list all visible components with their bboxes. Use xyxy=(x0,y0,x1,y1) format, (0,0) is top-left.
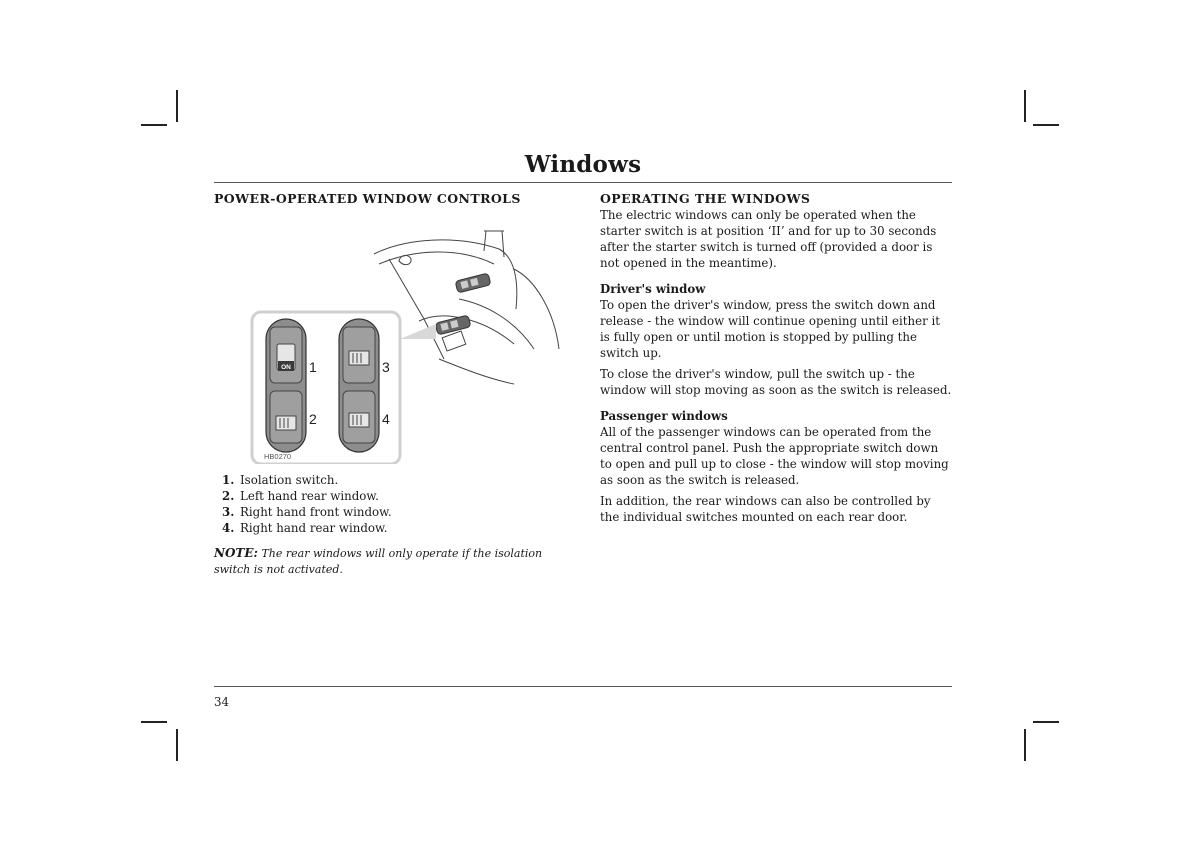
callout-1: 1 xyxy=(309,359,317,375)
legend-item: 4. Right hand rear window. xyxy=(222,521,388,535)
callout-4: 4 xyxy=(382,411,390,427)
legend-item: 3. Right hand front window. xyxy=(222,505,392,519)
crop-mark xyxy=(1024,90,1026,122)
passenger-windows-heading: Passenger windows xyxy=(600,409,728,423)
crop-mark xyxy=(176,729,178,761)
page-number: 34 xyxy=(214,695,230,709)
legend-item: 1. Isolation switch. xyxy=(222,473,339,487)
page-title: Windows xyxy=(524,151,642,178)
figure-legend xyxy=(222,472,574,536)
crop-mark xyxy=(176,90,178,122)
drivers-window-paragraph-2: To close the driver's window, pull the switch up - the window will stop moving as soon as the switch is released. xyxy=(600,367,952,397)
figure-code: HB0270 xyxy=(264,452,292,461)
crop-mark xyxy=(1033,124,1059,126)
passenger-windows-paragraph-2: In addition, the rear windows can also be controlled by the individual switches mounted on each rear door. xyxy=(600,494,931,524)
left-column xyxy=(214,190,574,578)
console-switch-cluster xyxy=(435,273,491,335)
legend-item: 2. Left hand rear window. xyxy=(222,489,379,503)
isolation-on-label: ON xyxy=(281,364,291,371)
crop-mark xyxy=(1033,721,1059,723)
right-column xyxy=(600,190,952,530)
console-sketch xyxy=(374,231,559,384)
section-heading-operating: OPERATING THE WINDOWS xyxy=(600,191,811,206)
callout-pointer xyxy=(400,324,436,339)
note-text: The rear windows will only operate if the isolation switch is not activated. xyxy=(214,547,543,576)
note-label: NOTE: xyxy=(214,546,258,560)
callout-3: 3 xyxy=(382,359,390,375)
callout-2: 2 xyxy=(309,411,317,427)
crop-mark xyxy=(141,124,167,126)
crop-mark xyxy=(141,721,167,723)
title-rule xyxy=(214,182,952,183)
isolation-and-left-rear-switch-pod xyxy=(266,319,306,452)
right-window-switch-pod xyxy=(339,319,379,452)
drivers-window-heading: Driver's window xyxy=(600,282,706,296)
intro-paragraph: The electric windows can only be operated when the starter switch is at position ‘II’ and for up to 30 seconds after the starter switch is turned off (provided a door is not opened in the meantime). xyxy=(600,208,937,270)
window-switch-illustration xyxy=(214,209,574,464)
footer-rule xyxy=(214,686,952,687)
note xyxy=(214,545,574,578)
window-controls-figure xyxy=(214,209,574,464)
section-heading-window-controls: POWER-OPERATED WINDOW CONTROLS xyxy=(214,191,521,206)
drivers-window-paragraph-1: To open the driver's window, press the switch down and release - the window will continue opening until either it is fully open or until motion is stopped by pulling the switch up. xyxy=(600,298,940,360)
crop-mark xyxy=(1024,729,1026,761)
passenger-windows-paragraph-1: All of the passenger windows can be operated from the central control panel. Push the appropriate switch down to open and pull up to close - the window will stop moving as soon as the switch is released. xyxy=(600,425,949,487)
